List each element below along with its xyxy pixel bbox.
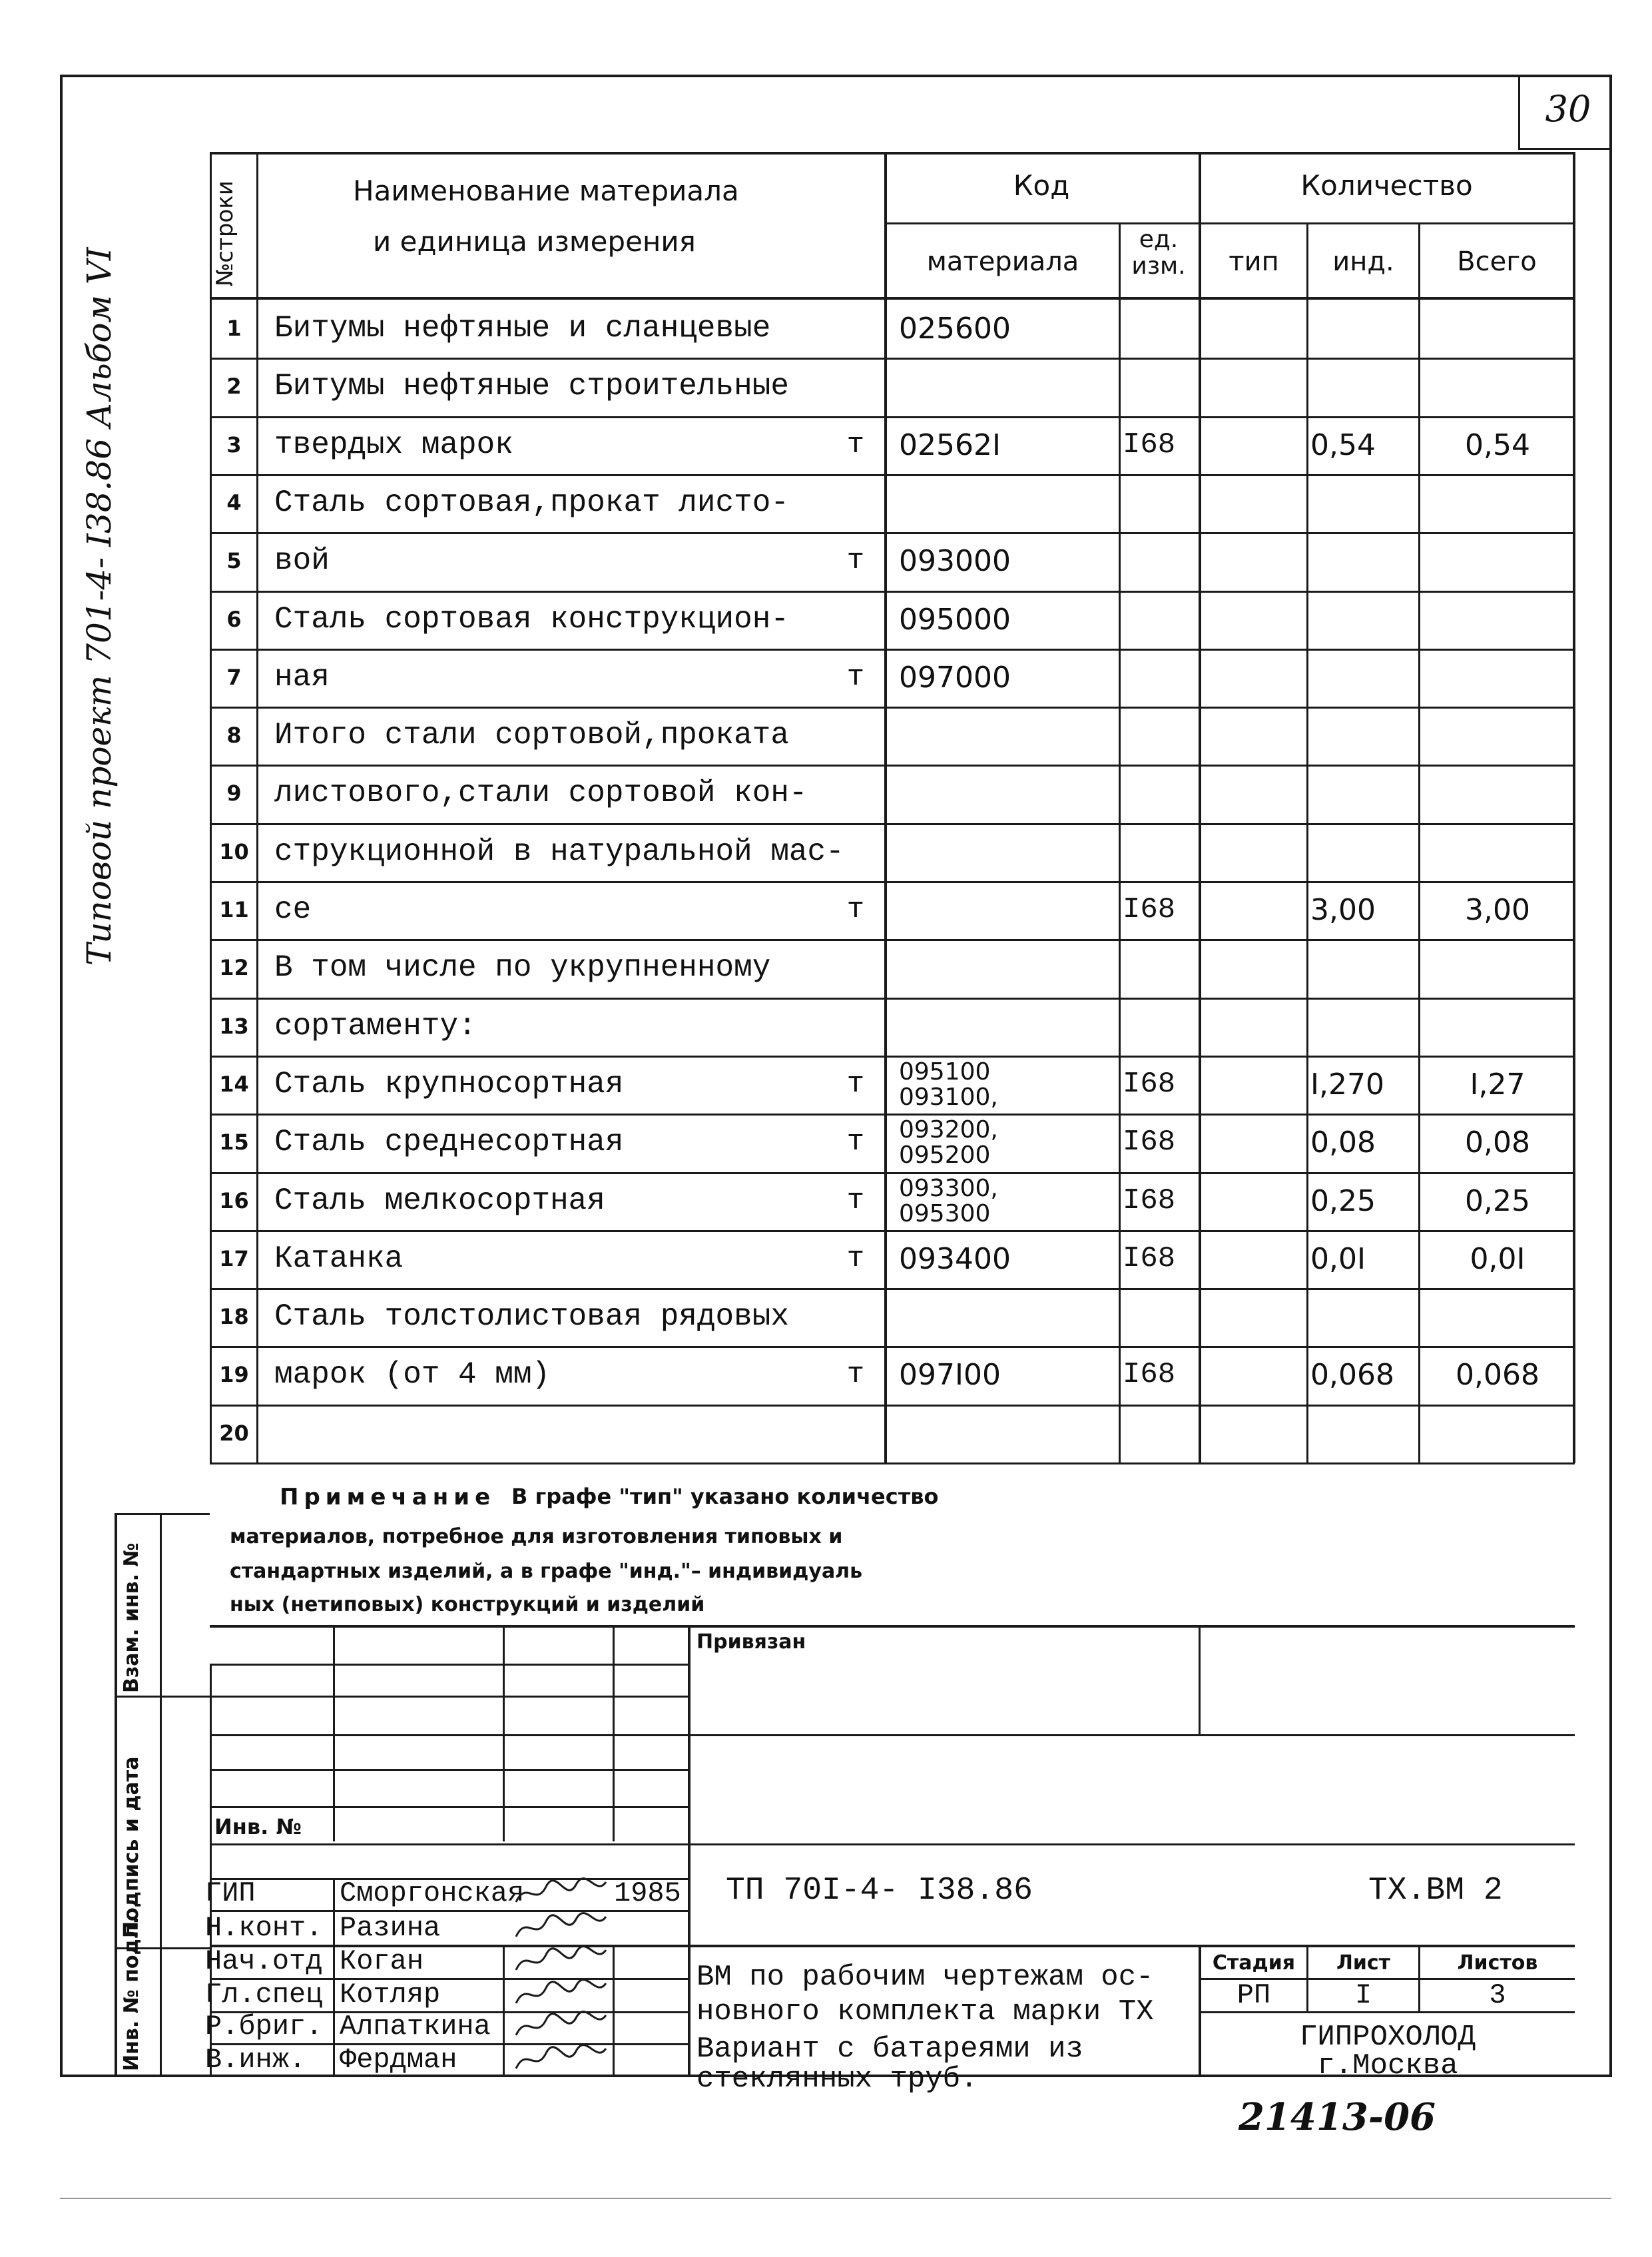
note-line1: В графе "тип" указано количество [511, 1484, 939, 1509]
cell-ind [1310, 765, 1417, 822]
signature-icon [509, 1945, 609, 1978]
cell-ind [1310, 649, 1417, 707]
cell-ind: 0,08 [1310, 1126, 1376, 1159]
cell-name: Итого стали сортовой,проката [274, 718, 789, 753]
cell-code [899, 881, 1119, 939]
person-name: Коган [340, 1945, 424, 1977]
sheet-label: Лист [1336, 1951, 1391, 1975]
cell-unit: I68 [1123, 428, 1176, 462]
cell-type [1202, 1288, 1305, 1346]
sheets-label: Листов [1457, 1951, 1538, 1975]
cell-code: 097000 [899, 661, 1011, 695]
cell-unit [1123, 823, 1196, 881]
side-stamp-podpis: Подпись и дата [120, 1756, 143, 1938]
person-name: Алпаткина [340, 2011, 491, 2043]
header-row-number: №строки [212, 180, 238, 286]
cell-ind: 3,00 [1310, 893, 1376, 927]
cell-name: Катанка [274, 1241, 404, 1276]
cell-type [1202, 649, 1305, 707]
cell-ind [1310, 707, 1417, 765]
cell-u: т [846, 428, 865, 462]
cell-code: 097I00 [899, 1358, 1001, 1392]
cell-total: I,27 [1470, 1068, 1525, 1102]
cell-total: 3,00 [1465, 893, 1530, 927]
cell-ind: I,270 [1310, 1068, 1384, 1102]
cell-u [836, 939, 876, 997]
cell-code [899, 1405, 1119, 1462]
cell-name: Сталь среднесортная [274, 1125, 624, 1159]
cell-name: Битумы нефтяные строительные [274, 369, 789, 404]
cell-code: 095000 [899, 603, 1011, 637]
cell-total [1424, 532, 1571, 590]
note-line3: стандартных изделий, а в графе "инд."– индивидуаль [230, 1560, 863, 1583]
page-number: 30 [1545, 88, 1591, 130]
cell-name: Сталь крупносортная [274, 1067, 624, 1102]
cell-code [899, 1288, 1119, 1346]
person-role: В.инж. [205, 2044, 306, 2076]
cell-u: т [846, 1184, 865, 1217]
signature-icon [509, 2010, 609, 2043]
cell-n: 12 [219, 955, 249, 980]
cell-total [1424, 358, 1571, 416]
header-name-line1: Наименование материала [353, 174, 739, 207]
cell-u [836, 591, 876, 649]
cell-ind [1310, 532, 1417, 590]
cell-ind [1310, 591, 1417, 649]
cell-n: 1 [226, 316, 242, 341]
cell-n: 15 [219, 1129, 249, 1155]
cell-u [836, 1405, 876, 1462]
cell-u [836, 358, 876, 416]
cell-n: 20 [219, 1421, 249, 1446]
person-name: Фердман [340, 2044, 457, 2076]
doc-code: ТП 70I-4- I38.86 [726, 1873, 1033, 1909]
person-role: Н.конт. [205, 1912, 323, 1944]
side-stamp-inv: Инв. № подл. [120, 1916, 143, 2071]
inv-no-label: Инв. № [214, 1814, 302, 1839]
cell-type [1202, 591, 1305, 649]
cell-name [274, 1405, 860, 1462]
cell-name: В том числе по укрупненному [274, 950, 771, 985]
cell-ind: 0,25 [1310, 1184, 1376, 1218]
cell-name: листового,стали сортовой кон- [274, 776, 808, 810]
cell-unit [1123, 358, 1196, 416]
cell-unit [1123, 1405, 1196, 1462]
cell-name: Сталь толстолистовая рядовых [274, 1299, 789, 1334]
cell-name: Сталь сортовая конструкцион- [274, 602, 789, 637]
cell-u [836, 474, 876, 532]
person-name: Сморгонская [340, 1877, 525, 1909]
cell-code: 093400 [899, 1242, 1011, 1276]
note-line4: ных (нетиповых) конструкций и изделий [230, 1593, 705, 1616]
cell-ind: 0,0I [1310, 1242, 1366, 1276]
cell-total: 0,25 [1465, 1184, 1530, 1218]
cell-total [1424, 939, 1571, 997]
cell-total [1424, 998, 1571, 1056]
cell-ind: 0,54 [1310, 428, 1376, 462]
cell-code [899, 358, 1119, 416]
cell-total: 0,068 [1456, 1358, 1539, 1392]
header-code-unit: ед. изм. [1131, 226, 1186, 280]
person-role: Р.бриг. [205, 2011, 323, 2043]
cell-ind [1310, 1288, 1417, 1346]
cell-type [1202, 939, 1305, 997]
cell-unit: I68 [1123, 1242, 1176, 1275]
cell-unit [1123, 591, 1196, 649]
cell-ind [1310, 823, 1417, 881]
cell-n: 9 [226, 781, 242, 806]
cell-type [1202, 881, 1305, 939]
cell-code: 093200, 095200 [899, 1116, 998, 1169]
signature-icon [509, 2043, 609, 2077]
person-role: Гл.спец [205, 1979, 323, 2011]
cell-name: сортаменту: [274, 1009, 477, 1044]
cell-ind [1310, 1405, 1417, 1462]
sheets-value: 3 [1489, 1979, 1506, 2011]
cell-total [1424, 765, 1571, 822]
cell-code: 093300, 095300 [899, 1174, 998, 1227]
cell-ind [1310, 939, 1417, 997]
cell-type [1202, 1056, 1305, 1114]
cell-total [1424, 300, 1571, 358]
cell-n: 2 [226, 374, 242, 399]
cell-n: 4 [226, 490, 242, 515]
person-role: ГИП [205, 1877, 256, 1909]
cell-u: т [846, 1126, 865, 1159]
cell-u [836, 707, 876, 765]
note-title: Примечание [280, 1484, 496, 1510]
cell-name: марок (от 4 мм) [274, 1357, 551, 1392]
cell-code: 095100 093100, [899, 1058, 998, 1111]
cell-type [1202, 1230, 1305, 1288]
header-qty-ind: инд. [1332, 246, 1394, 277]
footer-code: 21413-06 [1239, 2095, 1436, 2139]
cell-code [899, 474, 1119, 532]
cell-total: 0,0I [1470, 1242, 1525, 1276]
cell-type [1202, 300, 1305, 358]
cell-n: 8 [226, 723, 242, 748]
signature-icon [509, 1877, 609, 1910]
cell-total [1424, 707, 1571, 765]
cell-u: т [846, 544, 865, 577]
cell-code [899, 707, 1119, 765]
cell-n: 11 [219, 897, 249, 922]
cell-type [1202, 707, 1305, 765]
cell-u [836, 765, 876, 822]
cell-code [899, 939, 1119, 997]
cell-n: 6 [226, 607, 242, 632]
cell-u: т [846, 893, 865, 926]
cell-name: Сталь мелкосортная [274, 1183, 605, 1218]
cell-type [1202, 998, 1305, 1056]
cell-code: 093000 [899, 544, 1011, 578]
cell-total: 0,54 [1465, 428, 1530, 462]
side-annotation: Типовой проект 701-4- I38.86 Альбом VI [80, 247, 119, 966]
desc-line3: Вариант с батареями из [696, 2033, 1083, 2066]
cell-type [1202, 416, 1305, 474]
cell-name: Сталь сортовая,прокат листо- [274, 485, 789, 520]
cell-n: 17 [219, 1246, 249, 1271]
cell-unit [1123, 998, 1196, 1056]
cell-ind [1310, 300, 1417, 358]
header-qty-type: тип [1229, 246, 1279, 277]
org-city: г.Москва [1317, 2049, 1458, 2083]
cell-u [836, 1288, 876, 1346]
cell-type [1202, 358, 1305, 416]
cell-name: твердых марок [274, 428, 513, 462]
cell-unit: I68 [1123, 1358, 1176, 1391]
cell-n: 7 [226, 665, 242, 690]
cell-code [899, 823, 1119, 881]
cell-name: ная [274, 660, 330, 695]
cell-ind [1310, 474, 1417, 532]
cell-n: 13 [219, 1014, 249, 1039]
cell-u [836, 998, 876, 1056]
cell-type [1202, 1346, 1305, 1404]
cell-type [1202, 1172, 1305, 1230]
cell-u [836, 823, 876, 881]
cell-u: т [846, 1358, 865, 1391]
cell-total: 0,08 [1465, 1126, 1530, 1159]
signature-icon [509, 1978, 609, 2011]
cell-unit [1123, 300, 1196, 358]
cell-ind [1310, 998, 1417, 1056]
person-role: Нач.отд [205, 1945, 323, 1977]
cell-unit [1123, 939, 1196, 997]
cell-code: 02562I [899, 428, 1001, 462]
cell-type [1202, 1405, 1305, 1462]
header-qty: Количество [1300, 169, 1473, 202]
privyazan-label: Привязан [696, 1630, 806, 1654]
cell-n: 19 [219, 1362, 249, 1387]
cell-unit [1123, 707, 1196, 765]
cell-type [1202, 532, 1305, 590]
cell-n: 16 [219, 1188, 249, 1213]
cell-code: 025600 [899, 312, 1011, 346]
cell-unit [1123, 649, 1196, 707]
side-stamp-vzam: Взам. инв. № [120, 1542, 143, 1693]
desc-line2: новного комплекта марки ТХ [696, 1995, 1154, 2029]
cell-n: 5 [226, 548, 242, 573]
cell-name: Битумы нефтяные и сланцевые [274, 311, 771, 346]
sheet-value: I [1354, 1979, 1372, 2011]
header-name-line2: и единица измерения [373, 225, 696, 258]
footer-rule [60, 2198, 1611, 2199]
cell-unit: I68 [1123, 1126, 1176, 1159]
cell-u: т [846, 661, 865, 694]
cell-type [1202, 1114, 1305, 1171]
cell-total [1424, 1405, 1571, 1462]
cell-unit [1123, 1288, 1196, 1346]
cell-unit: I68 [1123, 1068, 1176, 1101]
row-divider [210, 1462, 1575, 1464]
person-name: Котляр [340, 1979, 441, 2011]
cell-unit [1123, 765, 1196, 822]
cell-u: т [846, 1242, 865, 1275]
desc-line1: ВМ по рабочим чертежам ос- [696, 1961, 1154, 1994]
person-name: Разина [340, 1912, 441, 1944]
cell-name: вой [274, 543, 330, 578]
desc-line4: стеклянных труб. [696, 2063, 978, 2096]
cell-code [899, 998, 1119, 1056]
cell-name: струкционной в натуральной мас- [274, 834, 844, 869]
header-qty-total: Всего [1457, 246, 1537, 277]
cell-total [1424, 649, 1571, 707]
cell-total [1424, 591, 1571, 649]
cell-n: 3 [226, 432, 242, 458]
cell-code [899, 765, 1119, 822]
header-code: Код [1013, 169, 1070, 202]
doc-mark: ТХ.ВМ 2 [1368, 1873, 1503, 1909]
cell-unit [1123, 474, 1196, 532]
cell-n: 10 [219, 839, 249, 864]
cell-type [1202, 765, 1305, 822]
cell-unit: I68 [1123, 893, 1176, 926]
cell-ind [1310, 358, 1417, 416]
cell-u: т [846, 1068, 865, 1101]
cell-unit [1123, 532, 1196, 590]
cell-n: 18 [219, 1304, 249, 1329]
person-date: 1985 [614, 1877, 681, 1909]
note-line2: материалов, потребное для изготовления типовых и [230, 1525, 843, 1548]
cell-type [1202, 823, 1305, 881]
org-name: ГИПРОХОЛОД [1299, 2021, 1476, 2054]
cell-n: 14 [219, 1072, 249, 1097]
header-code-material: материала [926, 246, 1079, 277]
signature-icon [509, 1911, 609, 1945]
cell-total [1424, 474, 1571, 532]
cell-total [1424, 1288, 1571, 1346]
cell-u [836, 300, 876, 358]
stage-label: Стадия [1212, 1951, 1296, 1975]
stage-value: РП [1237, 1979, 1271, 2011]
cell-name: се [274, 892, 312, 927]
cell-unit: I68 [1123, 1184, 1176, 1217]
cell-type [1202, 474, 1305, 532]
cell-total [1424, 823, 1571, 881]
cell-ind: 0,068 [1310, 1358, 1394, 1392]
